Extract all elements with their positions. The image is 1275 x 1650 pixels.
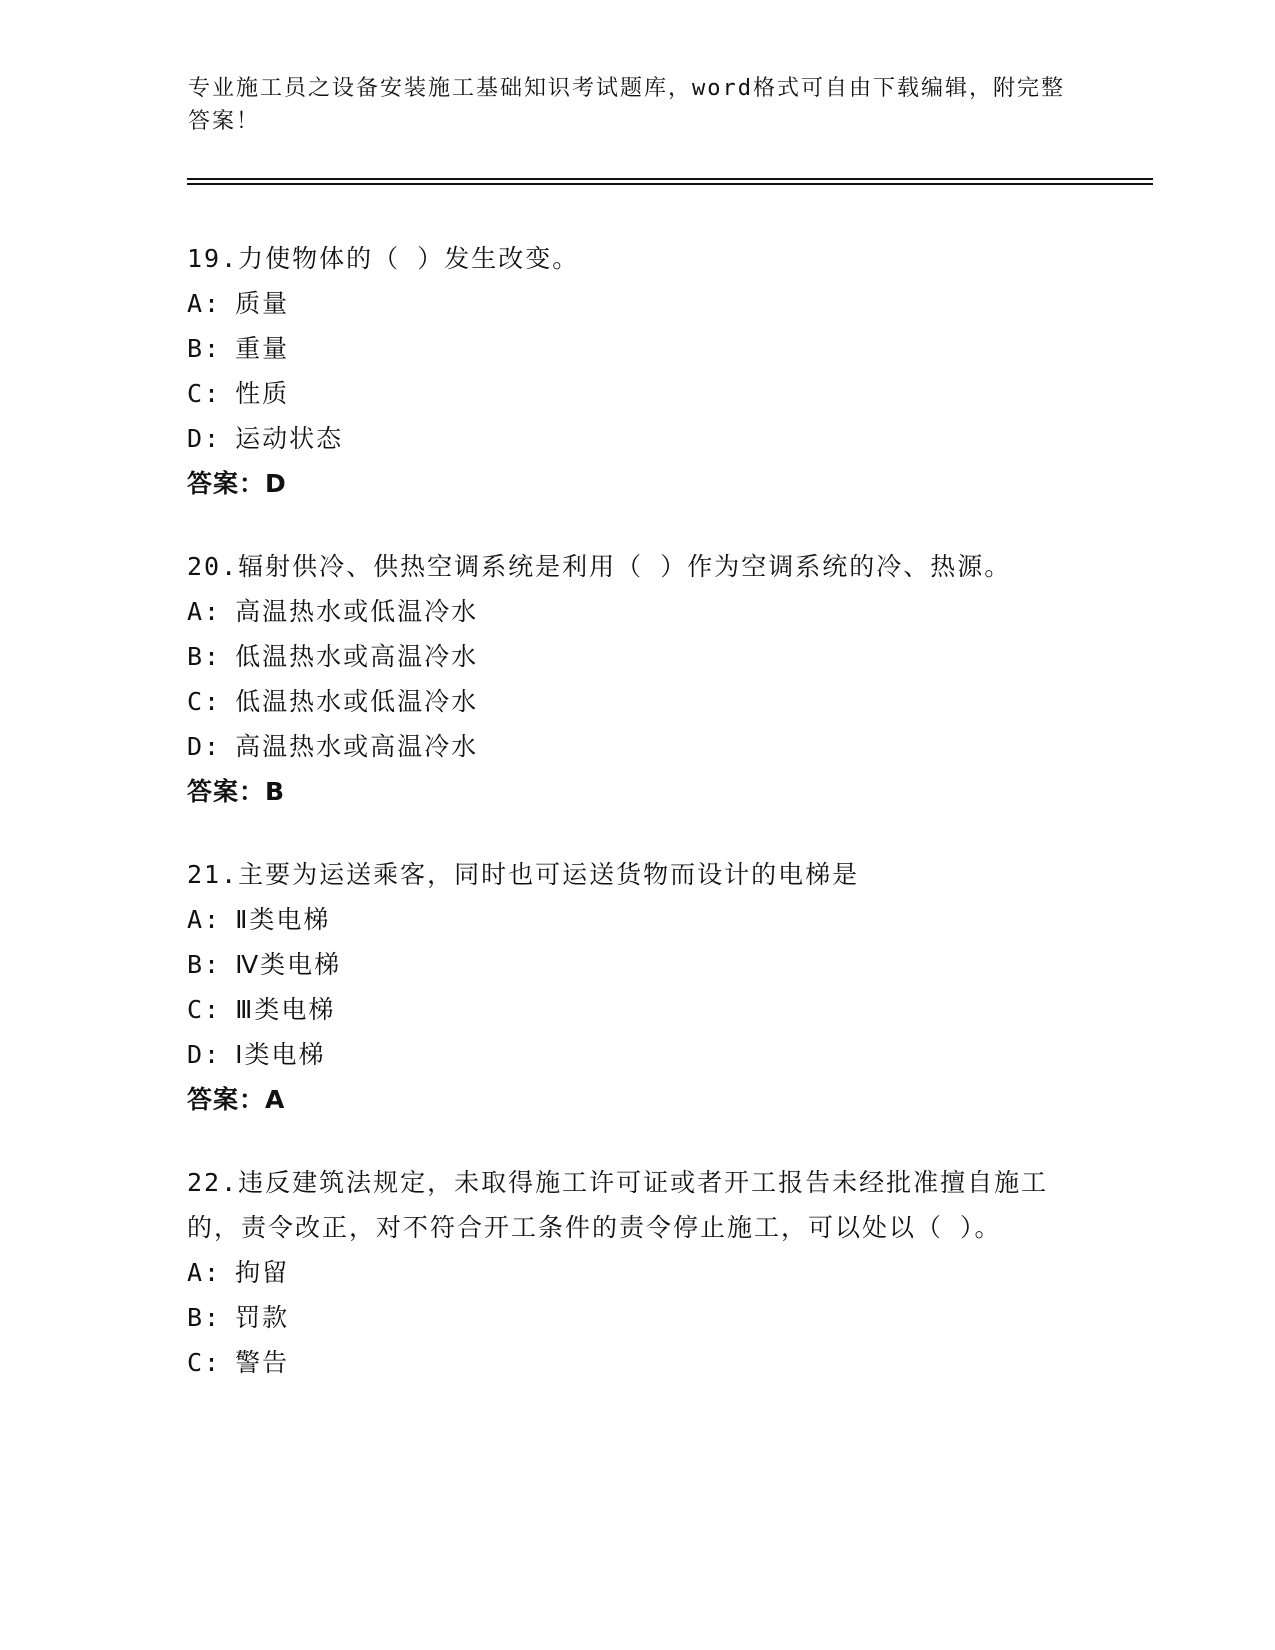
question-number: 19.: [187, 244, 239, 273]
option-letter: A:: [187, 289, 222, 318]
option-letter: B:: [187, 950, 222, 979]
option-text: 性质: [235, 379, 290, 408]
question-text: 辐射供冷、供热空调系统是利用（ ）作为空调系统的冷、热源。: [238, 552, 1012, 581]
header-text: 专业施工员之设备安装施工基础知识考试题库，word格式可自由下载编辑，附完整答案！: [188, 76, 1065, 134]
question-text: 违反建筑法规定，未取得施工许可证或者开工报告未经批准擅自施工的，责令改正，对不符合开工条件的责令停止施工，可以处以（ ）。: [187, 1168, 1049, 1242]
option-letter: D:: [187, 1040, 222, 1069]
option-letter: B:: [187, 334, 222, 363]
option-c: [187, 371, 1087, 416]
option-text: 低温热水或高温冷水: [235, 642, 479, 671]
question-21: [187, 852, 1087, 1122]
question-19: [187, 236, 1087, 506]
answer-line: 答案：A: [187, 1085, 286, 1114]
option-b: [187, 326, 1087, 371]
option-text: 罚款: [235, 1303, 290, 1332]
option-d: [187, 724, 1087, 769]
option-a: [187, 1250, 1087, 1295]
option-letter: C:: [187, 1348, 222, 1377]
question-text: 力使物体的（ ）发生改变。: [238, 244, 580, 273]
option-text: 拘留: [235, 1258, 290, 1287]
option-c: [187, 987, 1087, 1032]
option-text: 高温热水或低温冷水: [235, 597, 479, 626]
question-22: [187, 1160, 1087, 1385]
option-letter: A:: [187, 1258, 222, 1287]
option-text: 质量: [235, 289, 290, 318]
question-20: [187, 544, 1087, 814]
option-letter: C:: [187, 379, 222, 408]
option-b: [187, 1295, 1087, 1340]
question-stem: [187, 852, 1087, 897]
answer-line: 答案：D: [187, 469, 287, 498]
option-letter: B:: [187, 642, 222, 671]
option-letter: D:: [187, 732, 222, 761]
option-letter: A:: [187, 597, 222, 626]
option-letter: A:: [187, 905, 222, 934]
option-c: [187, 1340, 1087, 1385]
option-text: 低温热水或低温冷水: [235, 687, 479, 716]
option-b: [187, 634, 1087, 679]
option-text: Ⅰ类电梯: [235, 1040, 326, 1069]
option-text: 运动状态: [235, 424, 344, 453]
option-a: [187, 589, 1087, 634]
question-stem: [187, 1160, 1067, 1250]
question-number: 20.: [187, 552, 239, 581]
option-text: Ⅱ类电梯: [235, 905, 331, 934]
option-letter: C:: [187, 687, 222, 716]
answer-line: 答案：B: [187, 777, 286, 806]
option-a: [187, 281, 1087, 326]
question-number: 21.: [187, 860, 239, 889]
option-d: [187, 1032, 1087, 1077]
question-number: 22.: [187, 1168, 239, 1197]
option-letter: B:: [187, 1303, 222, 1332]
option-text: 重量: [235, 334, 290, 363]
option-b: [187, 942, 1087, 987]
header-rule-bottom: [187, 183, 1153, 185]
option-text: Ⅲ类电梯: [235, 995, 336, 1024]
header-rule-top: [187, 178, 1153, 180]
question-text: 主要为运送乘客，同时也可运送货物而设计的电梯是: [238, 860, 860, 889]
option-text: 高温热水或高温冷水: [235, 732, 479, 761]
question-stem: [187, 544, 1087, 589]
option-d: [187, 416, 1087, 461]
document-header: [188, 72, 1068, 138]
option-a: [187, 897, 1087, 942]
option-c: [187, 679, 1087, 724]
question-stem: [187, 236, 1087, 281]
option-letter: D:: [187, 424, 222, 453]
option-letter: C:: [187, 995, 222, 1024]
question-list: [187, 236, 1087, 1423]
option-text: 警告: [235, 1348, 290, 1377]
option-text: Ⅳ类电梯: [235, 950, 342, 979]
